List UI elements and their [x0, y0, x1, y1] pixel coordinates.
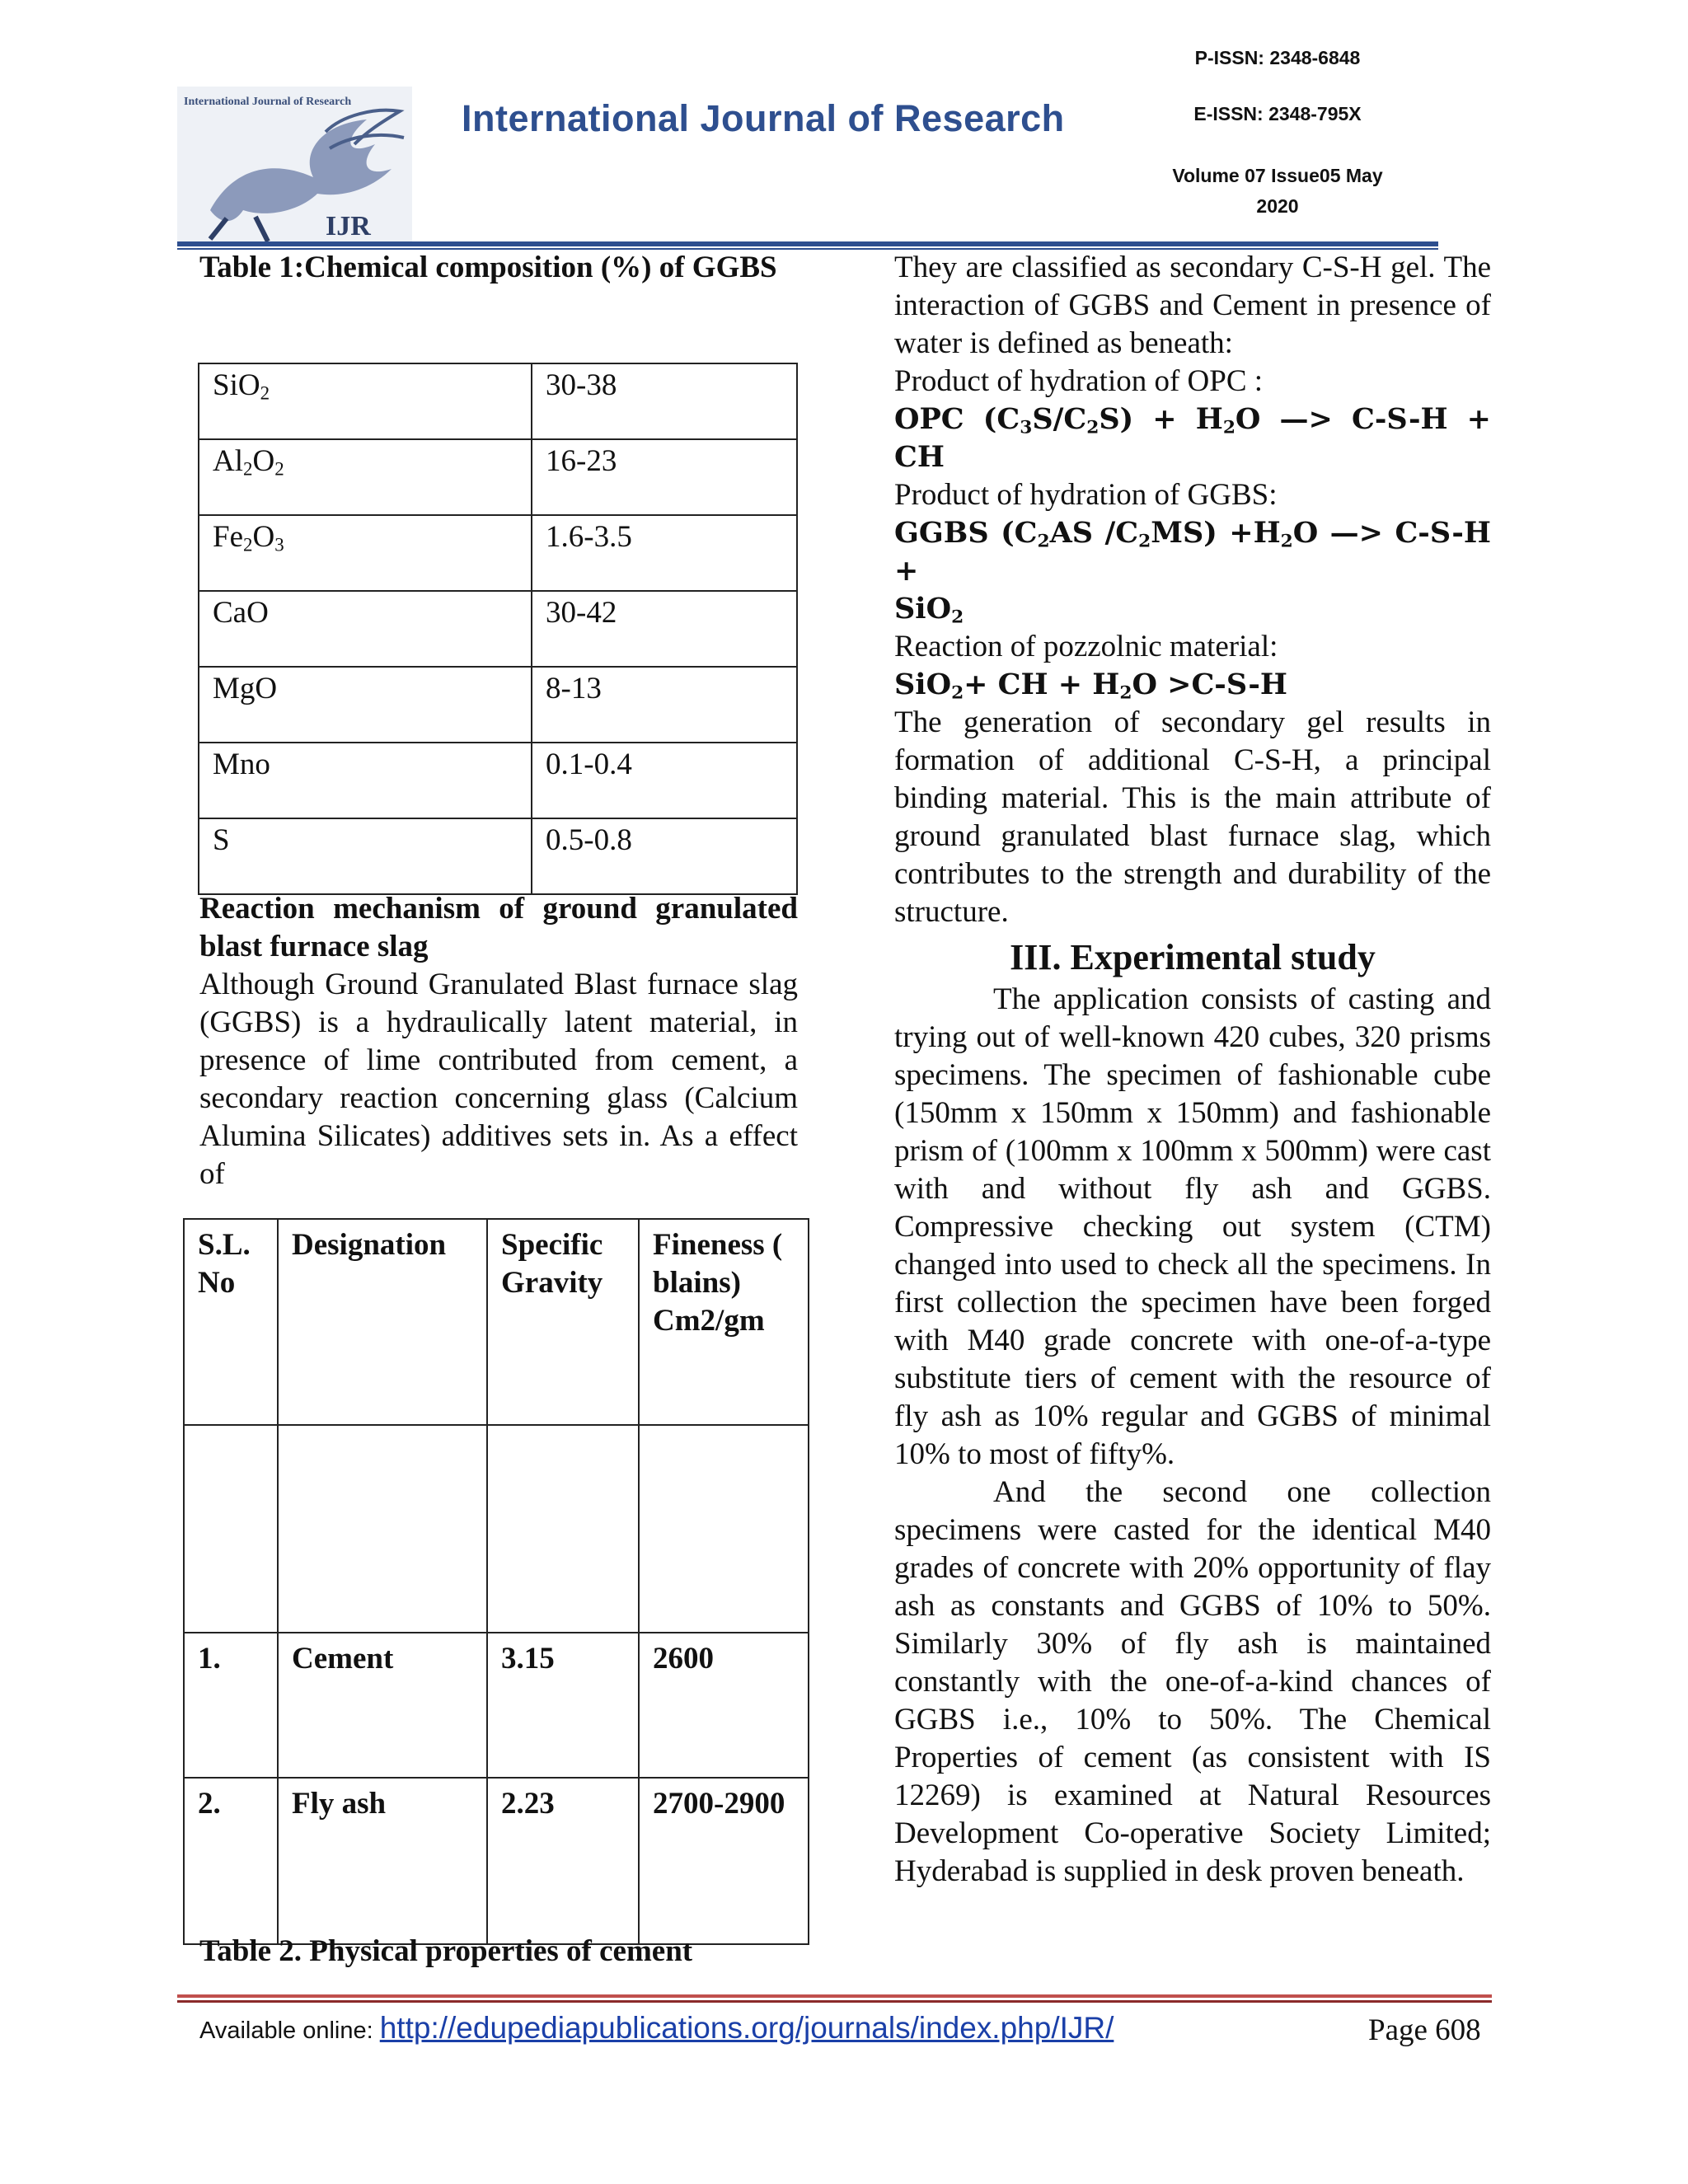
secondary-gel-paragraph: The generation of secondary gel results in formation of additional C-S-H, a principal binding material. This is the main attribute of ground granulated blast furnace slag, which contributes to the strength and durability of the structure. — [894, 705, 1491, 929]
compound-cell: SiO$_2$ — [199, 363, 532, 439]
cell: 2. — [184, 1778, 278, 1944]
footer-rule-thin — [177, 2000, 1492, 2003]
table-row — [184, 1425, 809, 1633]
compound-cell: $Fe_2O_3$ — [199, 515, 532, 591]
empty-cell — [639, 1425, 809, 1633]
compound-cell: CaO — [199, 591, 532, 667]
cell: 2700-2900 — [639, 1778, 809, 1944]
table1-caption: Table 1:Chemical composition (%) of GGBS — [199, 251, 777, 284]
reaction-mechanism-heading: Reaction mechanism of ground granulated blast furnace slag — [199, 892, 798, 963]
cell: Fly ash — [278, 1778, 487, 1944]
ggbs-equation-cont: SiO$_2$ — [894, 592, 964, 628]
journal-title: International Journal of Research — [462, 97, 1065, 139]
cell: 2.23 — [487, 1778, 639, 1944]
section-title: III. Experimental study — [1010, 937, 1376, 977]
logo-text: IJR — [326, 211, 371, 241]
cell: Cement — [278, 1633, 487, 1778]
table-row — [184, 1633, 809, 1778]
table-row — [199, 515, 797, 591]
available-label: Available online: — [199, 2018, 380, 2044]
header-rule — [177, 241, 1438, 246]
cell: 3.15 — [487, 1633, 639, 1778]
empty-cell — [487, 1425, 639, 1633]
value-cell: 0.1-0.4 — [532, 743, 797, 818]
table-row — [199, 591, 797, 667]
experimental-paragraph-1: The application consists of casting and trying out of well-known 420 cubes, 320 prisms specimens. The specimen of fashionable cube (150mm x 150mm x 150mm) and fashionable prism of (100mm x 100mm x 500mm) were cast with and without fly ash and GGBS. Compressive checking out system (CTM) changed into used to check all the specimens. In first collection the specimen have been forged with M40 grade concrete with one-of-a-type substitute tiers of cement with the resource of fly ash as 10% regular and GGBS of minimal 10% to most of fifty%. — [894, 982, 1491, 1471]
cell: 2600 — [639, 1633, 809, 1778]
opc-label: Product of hydration of OPC : — [894, 364, 1264, 398]
table-row — [199, 743, 797, 818]
logo-top-text: International Journal of Research — [184, 96, 352, 108]
page-number: Page 608 — [1368, 2013, 1481, 2047]
volume-info — [1154, 161, 1401, 222]
pozzolanic-label: Reaction of pozzolnic material: — [894, 630, 1278, 663]
intro-paragraph: They are classified as secondary C-S-H gel. The interaction of GGBS and Cement in presence of water is defined as beneath: — [894, 251, 1491, 360]
compound-cell: S — [199, 818, 532, 894]
physical-properties-table — [183, 1218, 809, 1945]
journal-link[interactable]: http://edupediapublications.org/journals/index.php/IJR/ — [379, 2011, 1114, 2045]
table-row — [199, 439, 797, 515]
journal-logo — [177, 87, 412, 243]
table-row — [199, 818, 797, 894]
compound-cell: Mno — [199, 743, 532, 818]
pozzolanic-equation: SiO$_2$+ CH + $H_2O >C-S-H$ — [894, 668, 1287, 704]
right-column — [894, 249, 1491, 1891]
value-cell: 8-13 — [532, 667, 797, 743]
table-row — [184, 1778, 809, 1944]
header-cell: S.L. No — [184, 1219, 278, 1425]
volume-line-1: Volume 07 Issue05 May — [1172, 165, 1383, 186]
opc-equation: OPC $(C_3S/C_2S) + H_2O$ —> C-S-H + CH — [894, 402, 1491, 474]
table-header-row — [184, 1219, 809, 1425]
empty-cell — [184, 1425, 278, 1633]
value-cell: 30-38 — [532, 363, 797, 439]
header-cell: Specific Gravity — [487, 1219, 639, 1425]
e-issn: E-ISSN: 2348-795X — [1193, 103, 1362, 124]
volume-line-2: 2020 — [1256, 195, 1299, 217]
value-cell: 1.6-3.5 — [532, 515, 797, 591]
cell: 1. — [184, 1633, 278, 1778]
compound-cell: $Al_2O_2$ — [199, 439, 532, 515]
experimental-paragraph-2: And the second one collection specimens were casted for the identical M40 grades of concrete with 20% opportunity of flay ash as constants and GGBS of 10% to 50%. Similarly 30% of fly ash is maintained constantly with the one-of-a-kind chances of GGBS i.e., 10% to 50%. The Chemical Properties of cement (as consistent with IS 12269) is examined at Natural Resources Development Co-operative Society Limited; Hyderabad is supplied in desk proven beneath. — [894, 1475, 1491, 1888]
chemical-composition-table — [198, 363, 798, 895]
value-cell: 0.5-0.8 — [532, 818, 797, 894]
table-row — [199, 667, 797, 743]
header-cell: Designation — [278, 1219, 487, 1425]
compound-cell: MgO — [199, 667, 532, 743]
reaction-mechanism-paragraph: Although Ground Granulated Blast furnace slag (GGBS) is a hydraulically latent material, in presence of lime contributed from cement, a secondary reaction concerning glass (Calcium Alumina Silicates) additives sets in. As a effect of — [199, 968, 798, 1191]
footer-rule — [177, 1994, 1492, 1998]
table2-caption: Table 2. Physical properties of cement — [199, 1934, 693, 1968]
header-cell: Fineness ( blains) Cm2/gm — [639, 1219, 809, 1425]
p-issn: P-ISSN: 2348-6848 — [1194, 47, 1361, 68]
ggbs-equation: GGBS ($C_2AS$ $/C_2MS) +H_2O$ —> C-S-H + — [894, 516, 1491, 588]
ggbs-label: Product of hydration of GGBS: — [894, 478, 1278, 512]
value-cell: 16-23 — [532, 439, 797, 515]
empty-cell — [278, 1425, 487, 1633]
value-cell: 30-42 — [532, 591, 797, 667]
footer-availability — [199, 2011, 1114, 2046]
table-row — [199, 363, 797, 439]
